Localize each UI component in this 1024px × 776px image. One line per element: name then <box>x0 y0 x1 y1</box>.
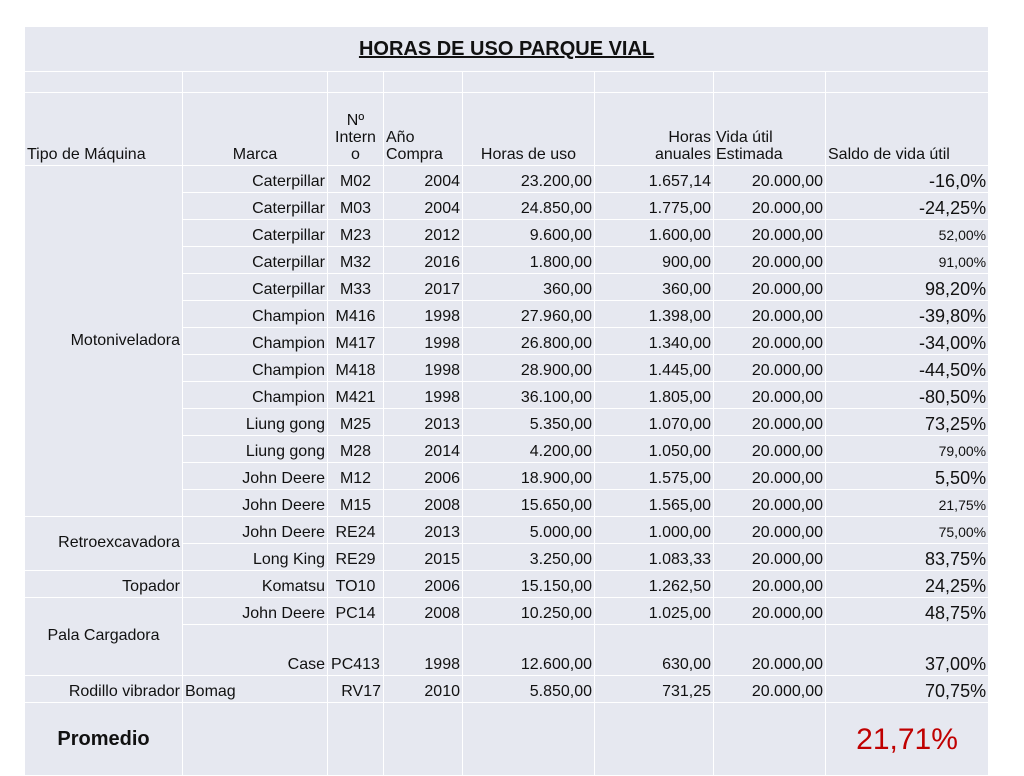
annual-hours-cell: 1.262,50 <box>595 571 714 598</box>
annual-hours-cell: 1.445,00 <box>595 355 714 382</box>
unit-number-cell: M417 <box>328 328 384 355</box>
unit-number-cell: M418 <box>328 355 384 382</box>
purchase-year-cell: 2006 <box>384 463 463 490</box>
remaining-life-cell: 5,50% <box>826 463 989 490</box>
useful-life-cell: 20.000,00 <box>714 301 826 328</box>
useful-life-cell: 20.000,00 <box>714 247 826 274</box>
brand-cell: Long King <box>183 544 328 571</box>
machine-type-cell: Rodillo vibrador <box>25 676 183 703</box>
unit-number-cell: M03 <box>328 193 384 220</box>
useful-life-cell: 20.000,00 <box>714 517 826 544</box>
usage-hours-cell: 36.100,00 <box>463 382 595 409</box>
purchase-year-cell: 2008 <box>384 490 463 517</box>
unit-number-cell: M12 <box>328 463 384 490</box>
usage-hours-cell: 3.250,00 <box>463 544 595 571</box>
brand-cell: Champion <box>183 301 328 328</box>
purchase-year-cell: 2016 <box>384 247 463 274</box>
useful-life-cell: 20.000,00 <box>714 409 826 436</box>
useful-life-cell: 20.000,00 <box>714 625 826 676</box>
unit-number-cell: M421 <box>328 382 384 409</box>
header-marca: Marca <box>183 93 328 166</box>
usage-hours-cell: 12.600,00 <box>463 625 595 676</box>
purchase-year-cell: 2012 <box>384 220 463 247</box>
header-anio: Año Compra <box>384 93 463 166</box>
brand-cell: John Deere <box>183 490 328 517</box>
usage-hours-cell: 9.600,00 <box>463 220 595 247</box>
purchase-year-cell: 1998 <box>384 625 463 676</box>
usage-hours-cell: 10.250,00 <box>463 598 595 625</box>
brand-cell: Caterpillar <box>183 193 328 220</box>
remaining-life-cell: -44,50% <box>826 355 989 382</box>
annual-hours-cell: 630,00 <box>595 625 714 676</box>
remaining-life-cell: 83,75% <box>826 544 989 571</box>
table-row <box>25 517 989 544</box>
remaining-life-cell: -34,00% <box>826 328 989 355</box>
average-value: 21,71% <box>826 703 989 776</box>
useful-life-cell: 20.000,00 <box>714 274 826 301</box>
purchase-year-cell: 2004 <box>384 166 463 193</box>
useful-life-cell: 20.000,00 <box>714 676 826 703</box>
brand-cell: Liung gong <box>183 409 328 436</box>
machine-type-cell: Pala Cargadora <box>25 598 183 676</box>
remaining-life-cell: 52,00% <box>826 220 989 247</box>
purchase-year-cell: 1998 <box>384 382 463 409</box>
useful-life-cell: 20.000,00 <box>714 220 826 247</box>
annual-hours-cell: 1.600,00 <box>595 220 714 247</box>
unit-number-cell: PC413 <box>328 625 384 676</box>
unit-number-cell: PC14 <box>328 598 384 625</box>
remaining-life-cell: 79,00% <box>826 436 989 463</box>
machine-type-cell: Topador <box>25 571 183 598</box>
annual-hours-cell: 1.657,14 <box>595 166 714 193</box>
annual-hours-cell: 1.775,00 <box>595 193 714 220</box>
usage-hours-cell: 27.960,00 <box>463 301 595 328</box>
table-row <box>25 571 989 598</box>
useful-life-cell: 20.000,00 <box>714 166 826 193</box>
purchase-year-cell: 2006 <box>384 571 463 598</box>
usage-hours-cell: 5.850,00 <box>463 676 595 703</box>
unit-number-cell: RV17 <box>328 676 384 703</box>
annual-hours-cell: 1.050,00 <box>595 436 714 463</box>
annual-hours-cell: 1.398,00 <box>595 301 714 328</box>
purchase-year-cell: 2017 <box>384 274 463 301</box>
useful-life-cell: 20.000,00 <box>714 328 826 355</box>
purchase-year-cell: 1998 <box>384 301 463 328</box>
annual-hours-cell: 1.000,00 <box>595 517 714 544</box>
unit-number-cell: M416 <box>328 301 384 328</box>
header-saldo: Saldo de vida útil <box>826 93 989 166</box>
brand-cell: John Deere <box>183 598 328 625</box>
average-label: Promedio <box>25 703 183 776</box>
useful-life-cell: 20.000,00 <box>714 571 826 598</box>
annual-hours-cell: 900,00 <box>595 247 714 274</box>
remaining-life-cell: 98,20% <box>826 274 989 301</box>
brand-cell: Champion <box>183 328 328 355</box>
usage-hours-cell: 26.800,00 <box>463 328 595 355</box>
unit-number-cell: M32 <box>328 247 384 274</box>
usage-hours-cell: 5.350,00 <box>463 409 595 436</box>
useful-life-cell: 20.000,00 <box>714 382 826 409</box>
unit-number-cell: M15 <box>328 490 384 517</box>
unit-number-cell: RE29 <box>328 544 384 571</box>
brand-cell: John Deere <box>183 517 328 544</box>
unit-number-cell: M25 <box>328 409 384 436</box>
useful-life-cell: 20.000,00 <box>714 598 826 625</box>
remaining-life-cell: 37,00% <box>826 625 989 676</box>
purchase-year-cell: 2015 <box>384 544 463 571</box>
usage-hours-cell: 23.200,00 <box>463 166 595 193</box>
remaining-life-cell: -80,50% <box>826 382 989 409</box>
usage-hours-cell: 5.000,00 <box>463 517 595 544</box>
useful-life-cell: 20.000,00 <box>714 355 826 382</box>
usage-hours-cell: 24.850,00 <box>463 193 595 220</box>
table-row <box>25 166 989 193</box>
remaining-life-cell: -39,80% <box>826 301 989 328</box>
usage-hours-cell: 1.800,00 <box>463 247 595 274</box>
unit-number-cell: M02 <box>328 166 384 193</box>
machine-type-cell: Motoniveladora <box>25 166 183 517</box>
remaining-life-cell: 21,75% <box>826 490 989 517</box>
annual-hours-cell: 1.025,00 <box>595 598 714 625</box>
useful-life-cell: 20.000,00 <box>714 436 826 463</box>
usage-table <box>24 26 989 776</box>
purchase-year-cell: 2014 <box>384 436 463 463</box>
brand-cell: Caterpillar <box>183 247 328 274</box>
remaining-life-cell: 24,25% <box>826 571 989 598</box>
brand-cell: Caterpillar <box>183 220 328 247</box>
unit-number-cell: M28 <box>328 436 384 463</box>
usage-hours-cell: 15.150,00 <box>463 571 595 598</box>
brand-cell: Liung gong <box>183 436 328 463</box>
unit-number-cell: M33 <box>328 274 384 301</box>
annual-hours-cell: 360,00 <box>595 274 714 301</box>
remaining-life-cell: -16,0% <box>826 166 989 193</box>
brand-cell: Komatsu <box>183 571 328 598</box>
unit-number-cell: RE24 <box>328 517 384 544</box>
brand-cell: Champion <box>183 355 328 382</box>
usage-hours-cell: 4.200,00 <box>463 436 595 463</box>
useful-life-cell: 20.000,00 <box>714 490 826 517</box>
remaining-life-cell: -24,25% <box>826 193 989 220</box>
brand-cell: John Deere <box>183 463 328 490</box>
remaining-life-cell: 75,00% <box>826 517 989 544</box>
purchase-year-cell: 2008 <box>384 598 463 625</box>
usage-hours-cell: 15.650,00 <box>463 490 595 517</box>
purchase-year-cell: 2013 <box>384 517 463 544</box>
header-numero: Nº Intern o <box>328 93 384 166</box>
annual-hours-cell: 1.575,00 <box>595 463 714 490</box>
usage-hours-cell: 18.900,00 <box>463 463 595 490</box>
useful-life-cell: 20.000,00 <box>714 544 826 571</box>
header-horas-anuales: Horas anuales <box>595 93 714 166</box>
annual-hours-cell: 1.805,00 <box>595 382 714 409</box>
brand-cell: Champion <box>183 382 328 409</box>
useful-life-cell: 20.000,00 <box>714 193 826 220</box>
usage-hours-cell: 360,00 <box>463 274 595 301</box>
useful-life-cell: 20.000,00 <box>714 463 826 490</box>
report-sheet <box>24 26 988 776</box>
annual-hours-cell: 731,25 <box>595 676 714 703</box>
header-row <box>25 93 989 166</box>
header-horas-uso: Horas de uso <box>463 93 595 166</box>
blank-row <box>25 72 989 93</box>
average-row <box>25 703 989 776</box>
purchase-year-cell: 2004 <box>384 193 463 220</box>
purchase-year-cell: 1998 <box>384 355 463 382</box>
machine-type-cell: Retroexcavadora <box>25 517 183 571</box>
annual-hours-cell: 1.083,33 <box>595 544 714 571</box>
remaining-life-cell: 73,25% <box>826 409 989 436</box>
brand-cell: Bomag <box>183 676 328 703</box>
annual-hours-cell: 1.340,00 <box>595 328 714 355</box>
table-title: HORAS DE USO PARQUE VIAL <box>25 27 989 72</box>
header-tipo: Tipo de Máquina <box>25 93 183 166</box>
purchase-year-cell: 2013 <box>384 409 463 436</box>
table-row <box>25 598 989 625</box>
brand-cell: Case <box>183 625 328 676</box>
table-row <box>25 676 989 703</box>
header-vida-util: Vida útil Estimada <box>714 93 826 166</box>
unit-number-cell: M23 <box>328 220 384 247</box>
brand-cell: Caterpillar <box>183 166 328 193</box>
usage-hours-cell: 28.900,00 <box>463 355 595 382</box>
unit-number-cell: TO10 <box>328 571 384 598</box>
annual-hours-cell: 1.070,00 <box>595 409 714 436</box>
remaining-life-cell: 48,75% <box>826 598 989 625</box>
brand-cell: Caterpillar <box>183 274 328 301</box>
remaining-life-cell: 70,75% <box>826 676 989 703</box>
remaining-life-cell: 91,00% <box>826 247 989 274</box>
purchase-year-cell: 2010 <box>384 676 463 703</box>
purchase-year-cell: 1998 <box>384 328 463 355</box>
annual-hours-cell: 1.565,00 <box>595 490 714 517</box>
